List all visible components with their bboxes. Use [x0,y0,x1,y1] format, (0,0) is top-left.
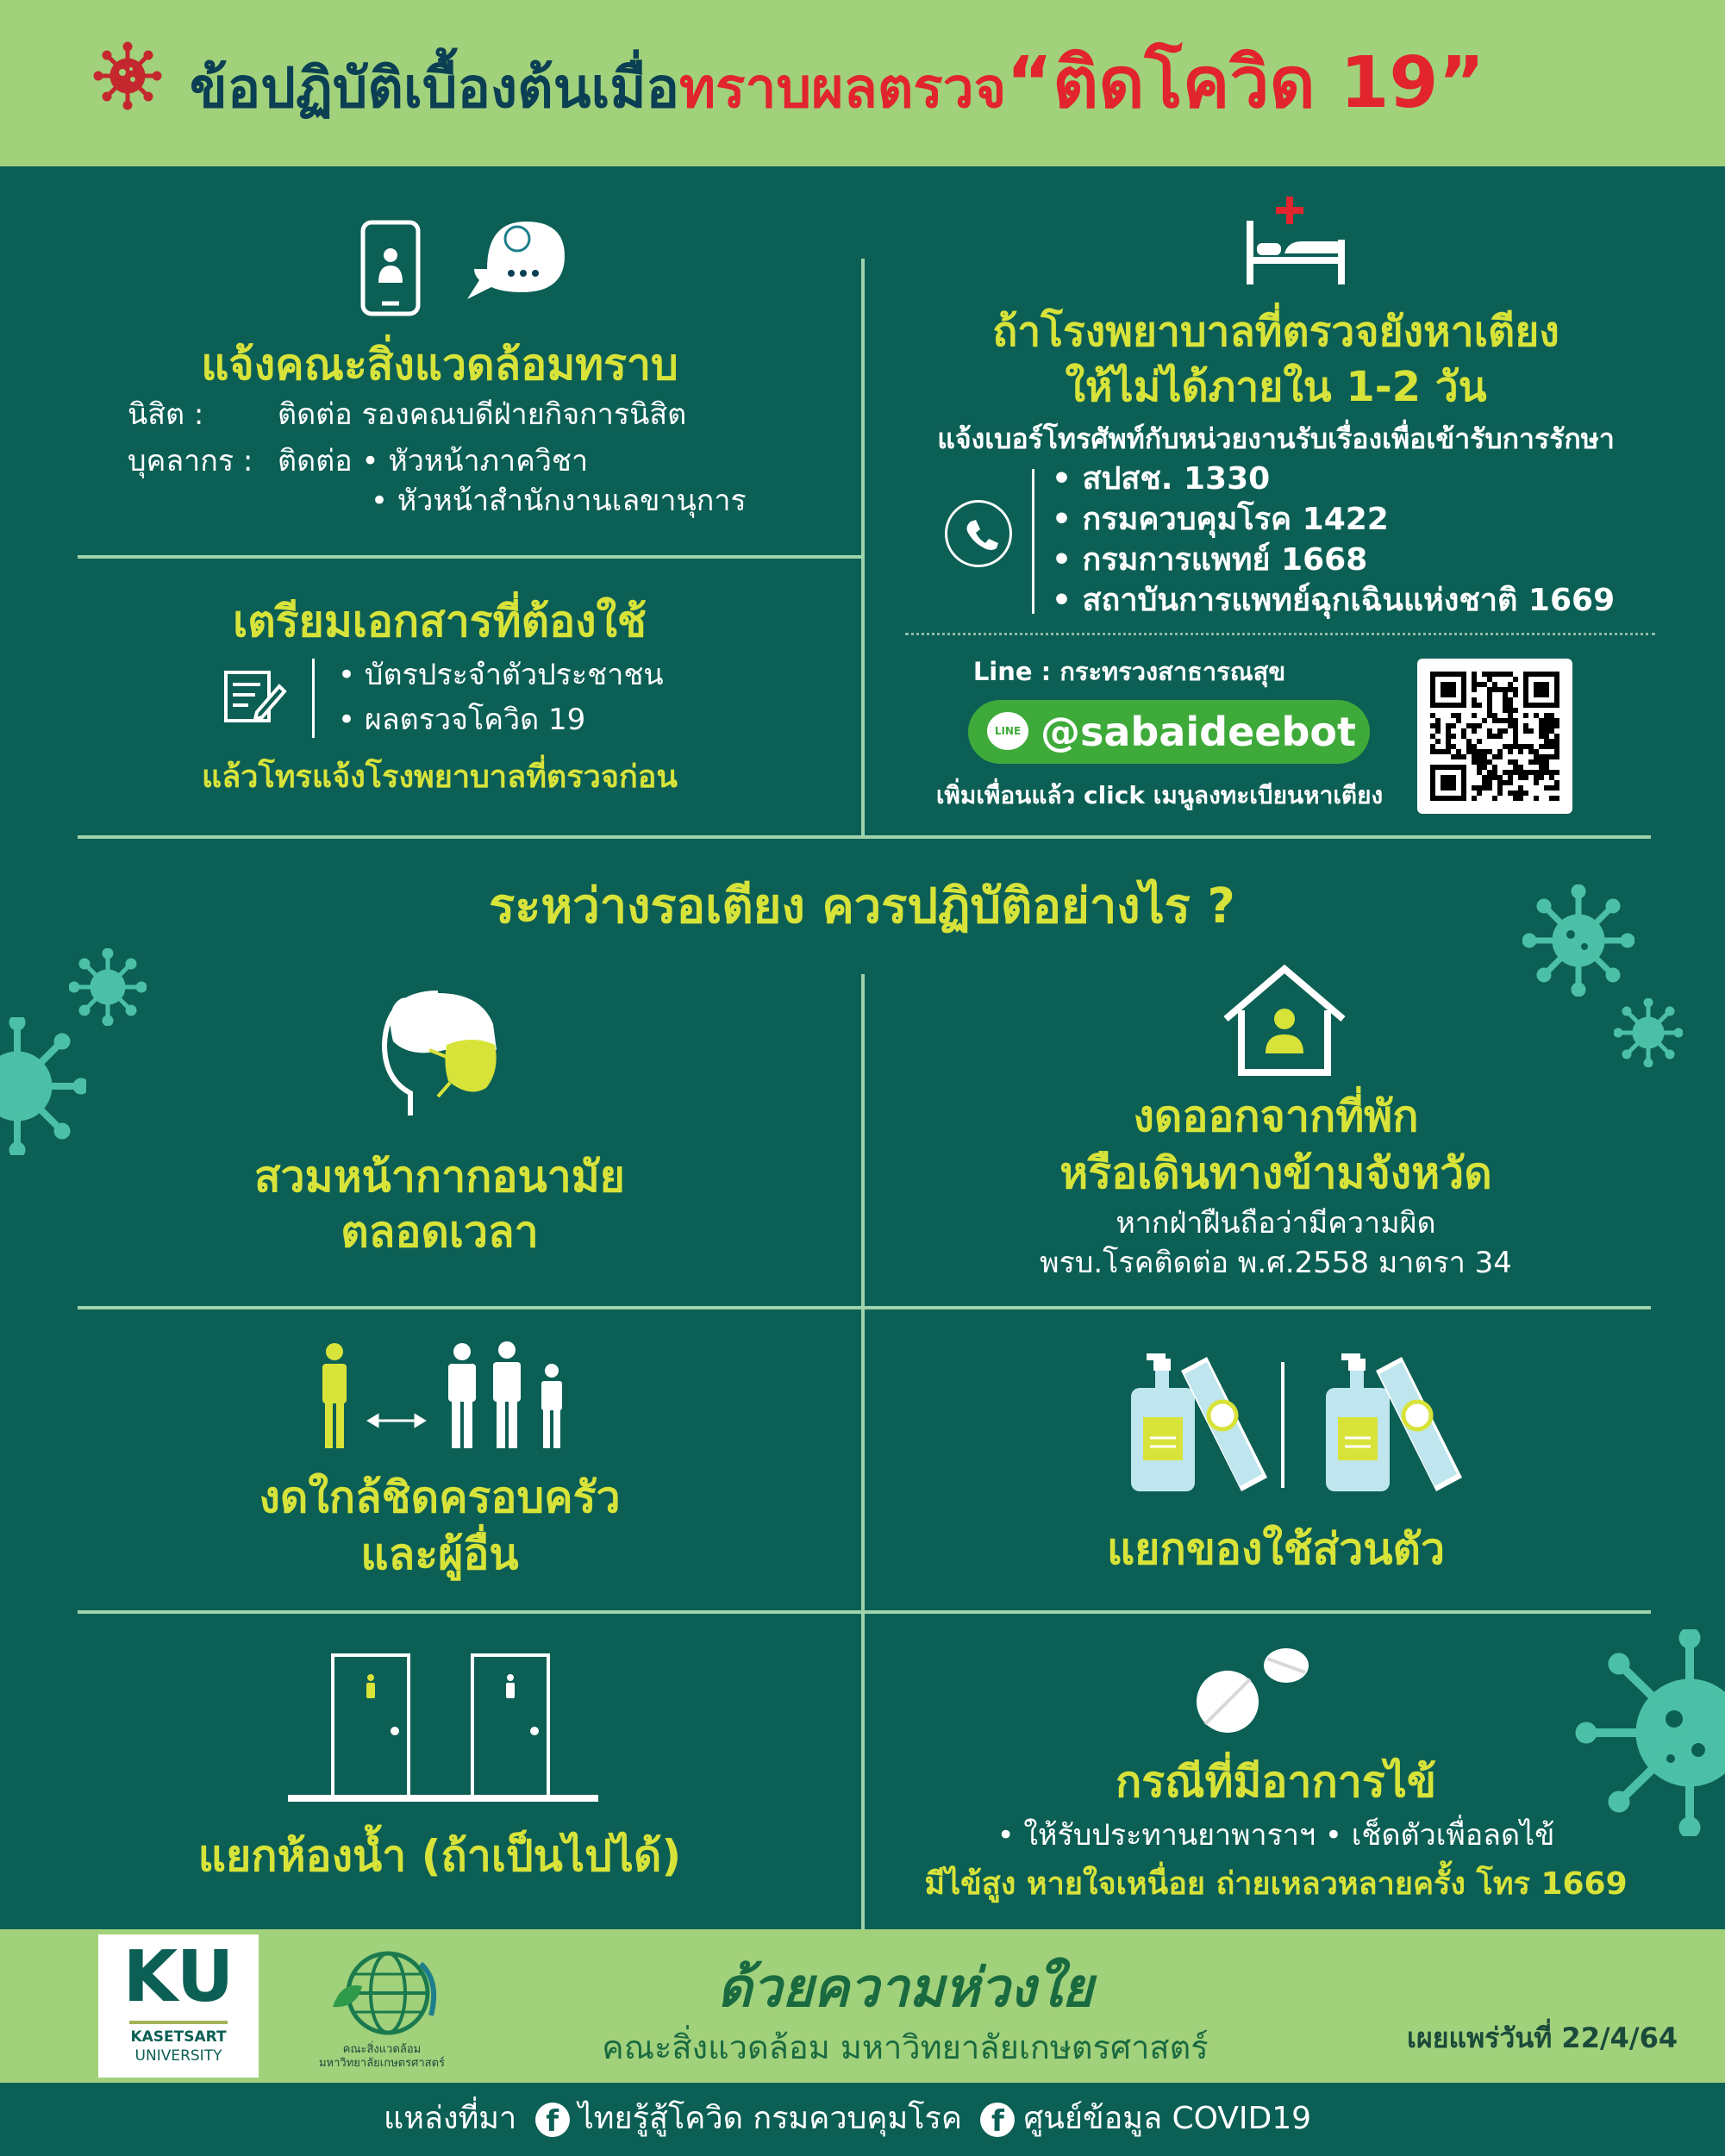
hospital-subtitle: แจ้งเบอร์โทรศัพท์กับหน่วยงานรับเรื่องเพื่อเข้ารับการรักษา [937,422,1615,455]
contact-2: • กรมควบคุมโรค 1422 [1052,502,1389,537]
env-logo-text-1: คณะสิ่งแวดล้อม [342,2043,422,2056]
ku-logo [98,1934,259,2078]
virus-icon [69,948,147,1026]
line-icon: LINE [987,712,1028,750]
pills-icon [1190,1641,1310,1736]
house-icon [1221,962,1348,1078]
separate-toilet-icon [288,1652,598,1802]
stay-text-4: พรบ.โรคติดต่อ พ.ศ.2558 มาตรา 34 [1040,1246,1512,1280]
hospital-heading-1: ถ้าโรงพยาบาลที่ตรวจยังหาเตียง [992,308,1559,356]
divider [861,974,865,1929]
notify-heading: แจ้งคณะสิ่งแวดล้อมทราบ [201,340,678,390]
globe-leaf-icon [328,1947,440,2041]
contact-4: • สถาบันการแพทย์ฉุกเฉินแห่งชาติ 1669 [1052,583,1616,618]
separator [1032,469,1034,614]
mask-text-2: ตลอดเวลา [341,1207,539,1257]
toilet-text: แยกห้องน้ำ (ถ้าเป็นไปได้) [197,1831,682,1881]
page-title [190,42,1655,128]
hospital-heading-2: ให้ไม่ได้ภายใน 1-2 วัน [1065,363,1487,411]
divider [129,2021,228,2024]
stay-text-2: หรือเดินทางข้ามจังหวัด [1059,1148,1492,1198]
documents-footer: แล้วโทรแจ้งโรงพยาบาลที่ตรวจก่อน [202,759,678,795]
env-faculty-logo [302,1941,462,2076]
items-text: แยกของใช้ส่วนตัว [1106,1524,1446,1574]
student-contact: ติดต่อ รองคณบดีฝ่ายกิจการนิสิต [278,397,687,432]
mask-text-1: สวมหน้ากากอนามัย [254,1152,625,1202]
social-distance-icon [312,1341,571,1452]
source-link-1[interactable]: ไทยรู้สู้โควิด กรมควบคุมโรค [578,2101,962,2136]
slogan: ด้วยความห่วงใย [717,1956,1093,2019]
title-part-1: ข้อปฏิบัติเบื้องต้นเมื่อ [190,57,679,121]
facebook-icon: f [980,2103,1015,2137]
ku-logo-text: KU [122,1936,234,2018]
phone-chat-icon [358,217,573,321]
line-label: Line : กระทรวงสาธารณสุข [972,657,1286,686]
fever-heading: กรณีที่มีอาการไข้ [1115,1757,1437,1807]
doc-item-1: • บัตรประจำตัวประชาชน [338,658,664,692]
phone-icon [945,500,1012,567]
facebook-icon: f [535,2103,570,2137]
separator [312,659,315,738]
waiting-heading: ระหว่างรอเตียง ควรปฏิบัติอย่างไร ? [489,878,1235,934]
virus-icon [1614,998,1683,1067]
virus-icon [1522,884,1634,997]
distance-text-1: งดใกล้ชิดครอบครัว [259,1472,621,1522]
qr-code[interactable] [1417,659,1572,814]
stay-text-1: งดออกจากที่พัก [1133,1091,1419,1141]
divider [78,555,861,559]
contact-1: • สปสช. 1330 [1052,461,1271,497]
divider [78,1306,1651,1309]
line-id: @sabaideebot [1041,709,1357,755]
hospital-bed-icon [1241,191,1353,288]
face-mask-icon [378,990,507,1119]
doc-item-2: • ผลตรวจโควิด 19 [338,703,586,737]
divider [861,259,865,836]
dotted-divider [905,633,1655,635]
line-id-button[interactable] [968,700,1370,764]
staff-contact-2: • หัวหน้าสำนักงานเลขานุการ [371,484,747,518]
stay-text-3: หากฝ่าฝืนถือว่ามีความผิด [1116,1206,1436,1240]
source-link-2[interactable]: ศูนย์ข้อมูล COVID19 [1023,2101,1312,2136]
student-label: นิสิต : [128,397,204,432]
ku-name-1: KASETSART [130,2028,227,2046]
fever-items: • ให้รับประทานยาพาราฯ • เช็ดตัวเพื่อลดไข้ [997,1818,1555,1853]
ku-name-2: UNIVERSITY [134,2047,222,2065]
source-label: แหล่งที่มา [384,2101,517,2136]
fever-warning: มีไข้สูง หายใจเหนื่อย ถ่ายเหลวหลายครั้ง โทร 1669 [924,1866,1628,1902]
title-part-2: ทราบผลตรวจ [678,57,1007,121]
virus-icon [0,1017,86,1155]
title-part-3: “ติดโควิด 19” [1006,42,1485,124]
distance-text-2: และผู้อื่น [360,1529,519,1579]
document-edit-icon [222,669,288,724]
personal-items-icon [1121,1350,1526,1497]
contact-3: • กรมการแพทย์ 1668 [1052,542,1368,578]
divider [78,1610,1651,1614]
virus-icon [93,41,162,110]
staff-contact-1: ติดต่อ • หัวหน้าภาควิชา [278,444,589,478]
documents-heading: เตรียมเอกสารที่ต้องใช้ [233,597,647,647]
published-date: เผยแพร่วันที่ 22/4/64 [1407,2022,1678,2054]
line-note: เพิ่มเพื่อนแล้ว click เมนูลงทะเบียนหาเตียง [935,781,1384,809]
staff-label: บุคลากร : [128,444,253,478]
faculty-name: คณะสิ่งแวดล้อม มหาวิทยาลัยเกษตรศาสตร์ [602,2028,1209,2066]
divider [78,835,1651,839]
source-line [384,2098,1311,2140]
env-logo-text-2: มหาวิทยาลัยเกษตรศาสตร์ [318,2057,446,2070]
